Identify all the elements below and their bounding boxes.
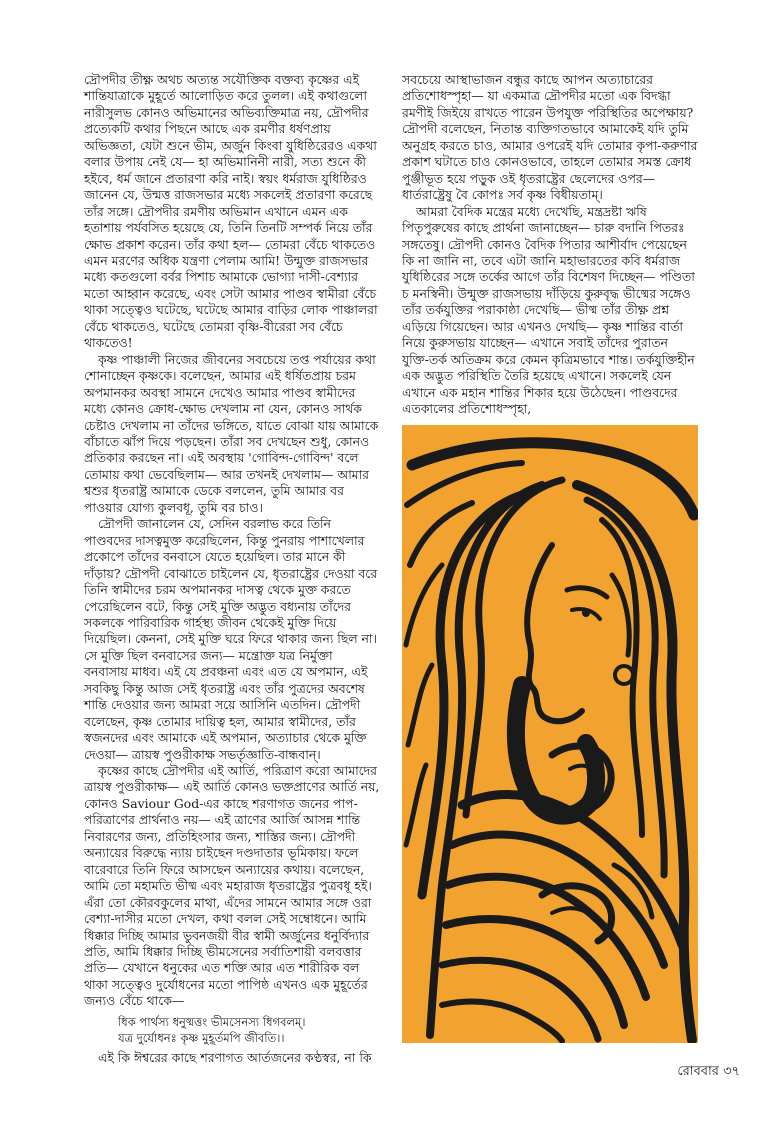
woodcut-figure-art xyxy=(402,425,698,1043)
left-paragraph-4: কৃষ্ণের কাছে দ্রৌপদীর এই আর্তি, পরিত্রাণ করো আমাদের ত্রায়স্ব পুণ্ডরীকাক্ষ— এই আর্তি কোনও ভক্তপ্রাণের আর্তি নয়, কোনও Saviour God-এর কাছে শরণাগত জনের পাপ-পরিত্রাণের প্রার্থনাও নয়— এই ত্রাণের আর্জি আসন্ন শান্তি নিবারণের জন্য, প্রতিহিংসার জন্য, শাস্তির জন্য। দ্রৌপদী অন্যায়ের বিরুদ্ধে ন্যায় চাইছেন দণ্ডদাতার ভূমিকায়। ফলে বারেবারে তিনি ফিরে আসছেন অন্যায়ের কথায়। বলেছেন, আমি তো মহামতি ভীষ্ম এবং মহারাজ ধৃতরাষ্ট্রের পুত্রবধূ হই। এঁরা তো কৌরবকুলের মাথা, এঁদের সামনে আমার সঙ্গে ওরা বেশ্যা-দাসীর মতো দেখল, কথা বলল সেই সম্বোধনে। আমি ধিক্কার দিচ্ছি আমার ভুবনজয়ী বীর স্বামী অর্জুনের ধনুর্বিদ্যার প্রতি, আমি ধিক্কার দিচ্ছি ভীমসেনের সর্বাতিশায়ী বলবত্তার প্রতি— যেখানে ধনুকের এত শক্তি আর এত শারীরিক বল থাকা সত্ত্বেও দুর্যোধনের মতো পাপিষ্ঠ এখনও এক মুহূর্তের জন্যও বেঁচে থাকে— xyxy=(84,763,380,1009)
draupadi-illustration xyxy=(402,425,698,1043)
left-closing-line: এই কি ঈশ্বরের কাছে শরণাগত আর্তজনের কণ্ঠস্বর, না কি xyxy=(98,1049,372,1065)
left-paragraph-3: দ্রৌপদী জানালেন যে, সেদিন বরলাভ করে তিনি পাণ্ডবদের দাসত্বমুক্ত করেছিলেন, কিন্তু পুনরায় পাশাখেলার প্রকোপে তাঁদের বনবাসে যেতে হয়েছিল। তার মানে কী দাঁড়ায়? দ্রৌপদী বোঝাতে চাইলেন যে, ধৃতরাষ্ট্রের দেওয়া বরে তিনি স্বামীদের চরম অপমানকর দাসত্ব থেকে মুক্ত করতে পেরেছিলেন বটে, কিন্তু সেই মুক্তি অদ্ভুত বধ্যনায় তাঁদের সকলকে পারিবারিক গার্হস্থ্য জীবন থেকেই মুক্তি দিয়ে দিয়েছিল। কেননা, সেই মুক্তি ঘরে ফিরে থাকার জন্য ছিল না। সে মুক্তি ছিল বনবাসের জন্য— মন্ত্রোক্ত যত্র নির্মুক্তা বনবাসায় মাধব। এই যে প্রবঞ্চনা এবং এত যে অপমান, এই সবকিছু কিন্তু আজ সেই ধৃতরাষ্ট্র এবং তাঁর পুত্রদের অবশেষ শান্তি দেওয়ার জন্য আমরা সয়ে আসিনি এতদিন। দ্রৌপদী বলেছেন, কৃষ্ণ তোমার দায়িত্ব হল, আমার স্বামীদের, তাঁর স্বজনদের এবং আমাকে এই অপমান, অত্যাচার থেকে মুক্তি দেওয়া— ত্রায়স্ব পুণ্ডরীকাক্ষ সভর্তৃজ্ঞাতি-বান্ধবান্। xyxy=(84,516,378,762)
page-footer: রোববার ৩৭ xyxy=(677,1064,740,1079)
left-paragraph-2: কৃষ্ণ পাঞ্চালী নিজের জীবনের সবচেয়ে তপ্ত পর্যায়ের কথা শোনাচ্ছেন কৃষ্ণকে। বলেছেন, আমার এই ধর্ষিতপ্রায় চরম অপমানকর অবস্থা সামনে দেখেও আমার পাণ্ডব স্বামীদের মধ্যে কোনও ক্রোধ-ক্ষোভ দেখলাম না যেন, কোনও সার্থক চেষ্টাও দেখলাম না তাঁদের ভঙ্গিতে, যাতে বোঝা যায় আমাকে বাঁচাতে ঝাঁপ দিয়ে পড়ছেন। তাঁরা সব দেখছেন শুধু, কোনও প্রতিকার করছেন না। এই অবস্থায় 'গোবিন্দ-গোবিন্দ' বলে তোমায় কথা ভেবেছিলাম— আর তখনই দেখলাম— আমার শ্বশুর ধৃতরাষ্ট্র আমাকে ডেকে বললেন, তুমি আমার বর পাওয়ার যোগ্য কুলবধূ, তুমি বর চাও। xyxy=(84,351,379,515)
left-paragraph-1: দ্রৌপদীর তীক্ষ্ণ অথচ অত্যন্ত সযৌক্তিক বক্তব্য কৃষ্ণের এই শান্তিযাত্রাকে মুহূর্তে আলোড়িত করে তুলল। এই কথাগুলো নারীসুলভ কোনও অভিমানের অভিব্যক্তিমাত্র নয়, দ্রৌপদীর প্রত্যেকটি কথার পিছনে আছে এক রমণীর ধর্ষণপ্রায় অভিজ্ঞতা, যেটা শুনে ভীম, অর্জুন কিংবা যুধিষ্ঠিরেরও একথা বলার উপায় নেই যে— হা অভিমানিনী নারী, সত্য শুনে কী হইবে, ধর্ম জানে প্রতারণা করি নাই। স্বয়ং ধর্মরাজ যুধিষ্ঠিরও জানেন যে, উন্মত্ত রাজসভার মধ্যে সকলেই প্রতারণা করেছে তাঁর সঙ্গে। দ্রৌপদীর রমণীয় অভিমান এখানে এমন এক হতাশায় পর্যবসিত হয়েছে যে, তিনি তিনটি সম্পর্ক নিয়ে তাঁর ক্ষোভ প্রকাশ করেন। তাঁর কথা হল— তোমরা বেঁচে থাকতেও এমন মরণের অধিক যন্ত্রণা পেলাম আমি! উন্মুক্ত রাজসভার মধ্যে কতগুলো বর্বর পিশাচ আমাকে ভোগ্যা দাসী-বেশ্যার মতো আহ্বান করেছে, এবং সেটা আমার পাণ্ডব স্বামীরা বেঁচে থাকা সত্ত্বেও ঘটেছে, ঘটেছে আমার বাড়ির লোক পাঞ্চালরা বেঁচে থাকতেও, ঘটেছে তোমরা বৃষ্ণি-বীরেরা সব বেঁচে থাকতেও! xyxy=(84,72,378,351)
right-article-column xyxy=(402,72,698,418)
sanskrit-verse xyxy=(118,1014,380,1046)
left-article-column xyxy=(84,72,380,1066)
verse-line-2: যত্র দুর্যোধনঃ কৃষ্ণ মুহূর্তমপি জীবতি।। xyxy=(118,1030,285,1045)
verse-line-1: ধিক পার্থস্য ধনুষ্মত্তং ভীমসেনস্য ধিগবলম্। xyxy=(118,1014,306,1029)
right-paragraph-1: সবচেয়ে আস্থাভাজন বন্ধুর কাছে আপন অত্যাচারের প্রতিশোধস্পৃহা— যা একমাত্র দ্রৌপদীর মতো এক বিদগ্ধা রমণীই জিইয়ে রাখতে পারেন উপযুক্ত পরিস্থিতির অপেক্ষায়? দ্রৌপদী বলেছেন, নিতান্ত ব্যক্তিগতভাবে আমাকেই যদি তুমি অনুগ্রহ করতে চাও, আমার ওপরেই যদি তোমার কৃপা-করুণার প্রকাশ ঘটাতে চাও কোনওভাবে, তাহলে তোমার সমস্ত ক্রোধ পুঞ্জীভূত হয়ে পড়ুক ওই ধৃতরাষ্ট্রের ছেলেদের ওপর— ধার্তরাষ্ট্রেষু বৈ কোপঃ সর্ব কৃষ্ণ বিধীয়তাম্। xyxy=(402,72,698,203)
right-paragraph-2: আমরা বৈদিক মন্ত্রের মধ্যে দেখেছি, মন্ত্রদ্রষ্টা ঋষি পিতৃপুরুষের কাছে প্রার্থনা জানাচ্ছেন— চারু বদানি পিতরঃ সঙ্গতেষু। দ্রৌপদী কোনও বৈদিক পিতার আশীর্বাদ পেয়েছেন কি না জানি না, তবে এটা জানি মহাভারতের কবি ধর্মরাজ যুধিষ্ঠিরের সঙ্গে তর্কের আগে তাঁর বিশেষণ দিচ্ছেন— পণ্ডিতা চ মনস্বিনী। উন্মুক্ত রাজসভায় দাঁড়িয়ে কুরুবৃদ্ধ ভীষ্মের সঙ্গেও তাঁর তর্কযুক্তির পরাকাষ্ঠা দেখেছি— ভীষ্ম তাঁর তীক্ষ্ণ প্রশ্ন এড়িয়ে গিয়েছেন। আর এখনও দেখছি— কৃষ্ণ শান্তির বার্তা নিয়ে কুরুসভায় যাচ্ছেন— এখানে সবাই তাঁদের পুরাতন যুক্তি-তর্ক অতিক্রম করে কেমন কৃত্রিমভাবে শান্ত। তর্কযুক্তিহীন এক অদ্ভুত পরিস্থিতি তৈরি হয়েছে এখানে। সকলেই যেন এখানে এক মহান শান্তির শিকার হয়ে উঠেছেন। পাণ্ডবদের এতকালের প্রতিশোধস্পৃহা, xyxy=(402,203,695,417)
